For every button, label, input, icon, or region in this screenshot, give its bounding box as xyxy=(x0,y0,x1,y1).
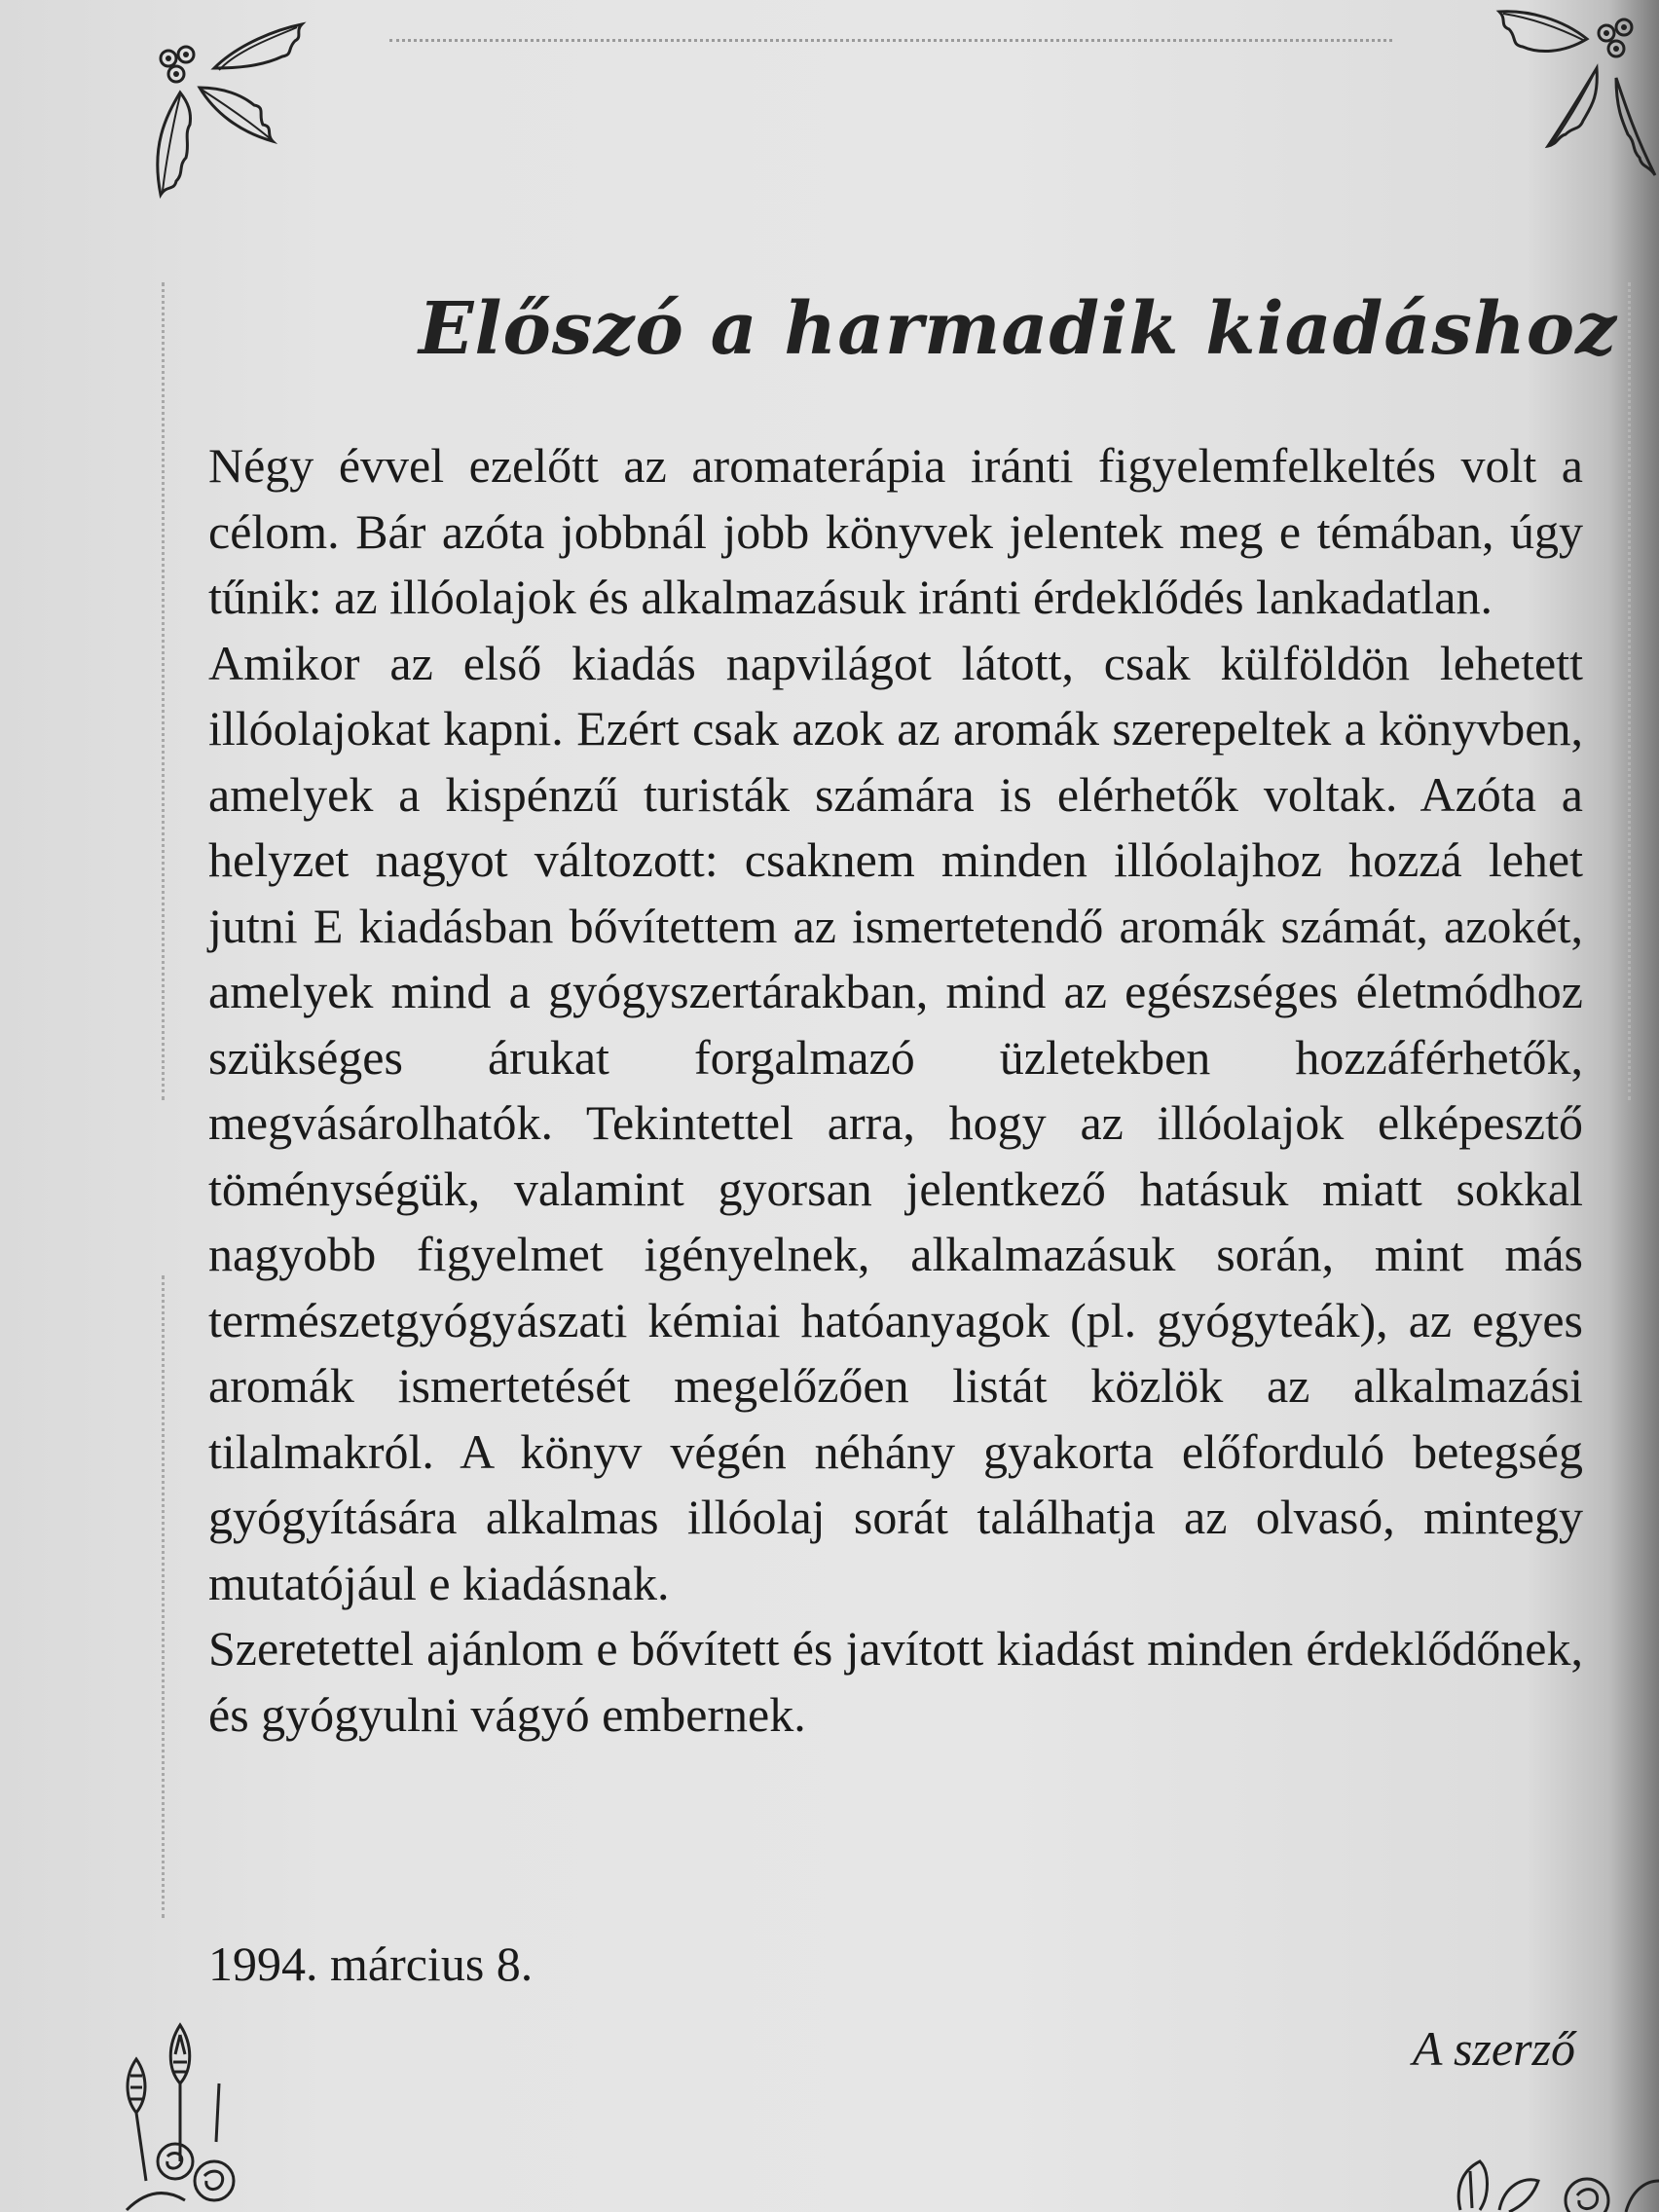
holly-icon xyxy=(1470,0,1659,185)
flower-icon xyxy=(1441,2142,1659,2212)
paragraph: Négy évvel ezelőtt az aromaterápia iránti figyelemfelkeltés volt a célom. Bár azóta jobbnál jobb könyvek jelentek meg e témában, úgy tűnik: az illóolajok és alkalmazásuk iránti érdeklődés lankadatlan. xyxy=(208,438,1583,624)
page-title: Előszó a harmadik kiadáshoz xyxy=(419,286,1618,371)
signature: A szerző xyxy=(1412,2021,1575,2076)
right-dotted-rule xyxy=(1628,282,1631,1100)
flower-icon xyxy=(107,2015,292,2212)
date: 1994. március 8. xyxy=(208,1936,534,1991)
body-text xyxy=(208,433,1583,1748)
holly-icon xyxy=(122,10,316,204)
left-dotted-rule-upper xyxy=(162,282,165,1100)
top-dotted-rule xyxy=(389,39,1392,42)
paragraph: Amikor az első kiadás napvilágot látott, csak külföldön lehetett illóolajokat kapni. Ezért csak azok az aromák szerepeltek a könyvben, amelyek a kispénzű turisták számára is elérhetők voltak. Azóta a helyzet nagyot változott: csaknem minden illóolajhoz hozzá lehet jutni E kiadásban bővítettem az ismertetendő aromák számát, azokét, amelyek mind a gyógyszertárakban, mind az egészséges életmódhoz szükséges árukat forgalmazó üzletekben hozzáférhetők, megvásárolhatók. Tekintettel arra, hogy az illóolajok elképesztő töménységük, valamint gyorsan jelentkező hatásuk miatt sokkal nagyobb figyelmet igényelnek, alkalmazásuk során, mint más természetgyógyászati kémiai hatóanyagok (pl. gyógyteák), az egyes aromák ismertetését megelőzően listát közlök az alkalmazási tilalmakról. A könyv végén néhány gyakorta előforduló betegség gyógyítására alkalmas illóolaj sorát találhatja az olvasó, mintegy mutatójául e kiadásnak. xyxy=(208,635,1583,1610)
paragraph: Szeretettel ajánlom e bővített és javított kiadást minden érdeklődőnek, és gyógyulni vágyó embernek. xyxy=(208,1621,1583,1742)
left-dotted-rule-lower xyxy=(162,1275,165,1918)
